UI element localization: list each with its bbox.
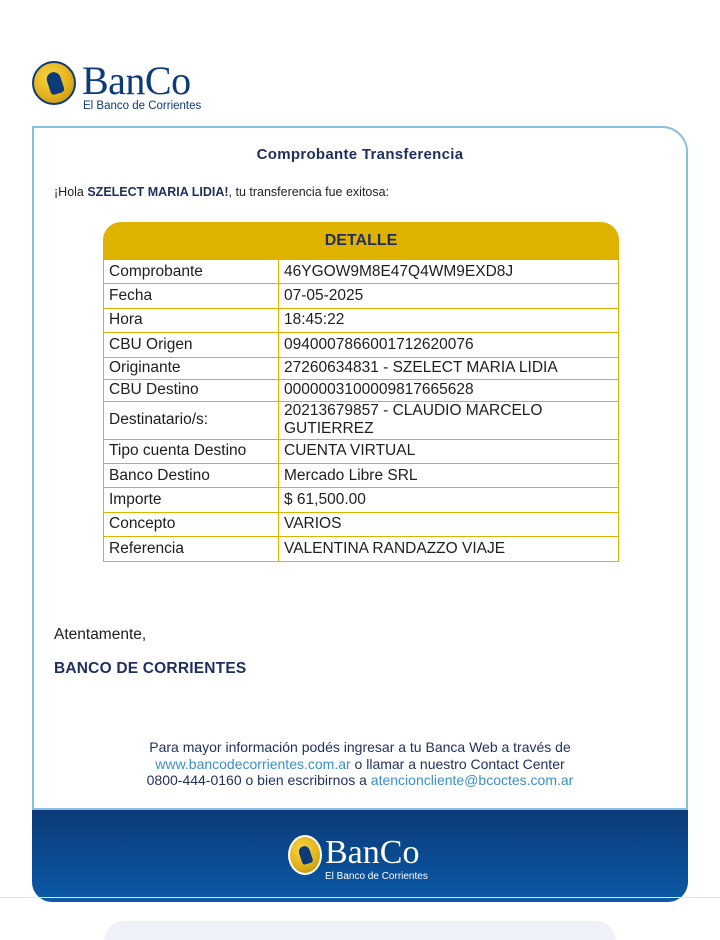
row-value: 27260634831 - SZELECT MARIA LIDIA xyxy=(279,357,619,379)
greeting-suffix: , tu transferencia fue exitosa: xyxy=(228,185,390,199)
row-label: Fecha xyxy=(104,284,279,308)
bank-logo-word: BanCo xyxy=(82,58,191,103)
greeting-prefix: ¡Hola xyxy=(54,185,88,199)
bank-logo xyxy=(32,60,212,116)
table-row xyxy=(104,401,619,439)
row-value: $ 61,500.00 xyxy=(279,488,619,512)
signature: BANCO DE CORRIENTES xyxy=(54,660,247,677)
row-label: Comprobante xyxy=(104,260,279,284)
contact-info xyxy=(34,739,686,789)
row-value: Mercado Libre SRL xyxy=(279,463,619,487)
row-value: VARIOS xyxy=(279,512,619,536)
detail-header: DETALLE xyxy=(103,222,619,259)
row-label: Originante xyxy=(104,357,279,379)
contact-line-2 xyxy=(34,756,686,773)
row-label: Hora xyxy=(104,308,279,332)
bank-logo-subtitle: El Banco de Corrientes xyxy=(83,100,202,112)
divider xyxy=(0,897,720,898)
row-value: VALENTINA RANDAZZO VIAJE xyxy=(279,537,619,561)
contact-line-1: Para mayor información podés ingresar a tu Banca Web a través de xyxy=(149,739,571,755)
website-link[interactable]: www.bancodecorrientes.com.ar xyxy=(155,755,351,772)
closing-text: Atentamente, xyxy=(54,626,147,643)
row-label: Importe xyxy=(104,488,279,512)
row-label: Referencia xyxy=(104,537,279,561)
contact-line-3-text: 0800-444-0160 o bien escribirnos a xyxy=(146,772,371,788)
detail-table xyxy=(103,259,619,562)
table-row xyxy=(104,439,619,463)
contact-line-3 xyxy=(34,772,686,789)
row-value: 0000003100009817665628 xyxy=(279,379,619,401)
row-value: 0940007866001712620076 xyxy=(279,333,619,357)
footer-logo-subtitle: El Banco de Corrientes xyxy=(325,871,428,882)
table-row xyxy=(104,537,619,561)
table-row xyxy=(104,260,619,284)
detail-section xyxy=(103,222,619,562)
table-row xyxy=(104,284,619,308)
table-row xyxy=(104,379,619,401)
row-value: 20213679857 - CLAUDIO MARCELO GUTIERREZ xyxy=(279,401,619,439)
row-value: 46YGOW9M8E47Q4WM9EXD8J xyxy=(279,260,619,284)
footer-band xyxy=(32,810,688,902)
row-label: Concepto xyxy=(104,512,279,536)
table-row xyxy=(104,357,619,379)
receipt-title: Comprobante Transferencia xyxy=(256,146,464,163)
row-value: 07-05-2025 xyxy=(279,284,619,308)
footer-emblem-icon xyxy=(288,835,322,875)
greeting-name: SZELECT MARIA LIDIA! xyxy=(87,185,229,199)
table-row xyxy=(104,308,619,332)
email-link[interactable]: atencioncliente@bcoctes.com.ar xyxy=(370,772,574,788)
row-value: CUENTA VIRTUAL xyxy=(279,439,619,463)
row-label: Banco Destino xyxy=(104,463,279,487)
receipt-card xyxy=(32,126,688,810)
table-row xyxy=(104,512,619,536)
bank-emblem-icon xyxy=(32,61,76,105)
footer-logo xyxy=(288,834,428,886)
table-row xyxy=(104,488,619,512)
row-label: CBU Origen xyxy=(104,333,279,357)
table-row xyxy=(104,463,619,487)
greeting xyxy=(54,185,389,199)
table-row xyxy=(104,333,619,357)
footer-logo-word: BanCo xyxy=(325,834,420,871)
row-label: Destinatario/s: xyxy=(104,401,279,439)
row-label: CBU Destino xyxy=(104,379,279,401)
bottom-action-bar[interactable] xyxy=(104,921,616,940)
row-value: 18:45:22 xyxy=(279,308,619,332)
row-label: Tipo cuenta Destino xyxy=(104,439,279,463)
contact-line-2-text: o llamar a nuestro Contact Center xyxy=(350,755,565,772)
